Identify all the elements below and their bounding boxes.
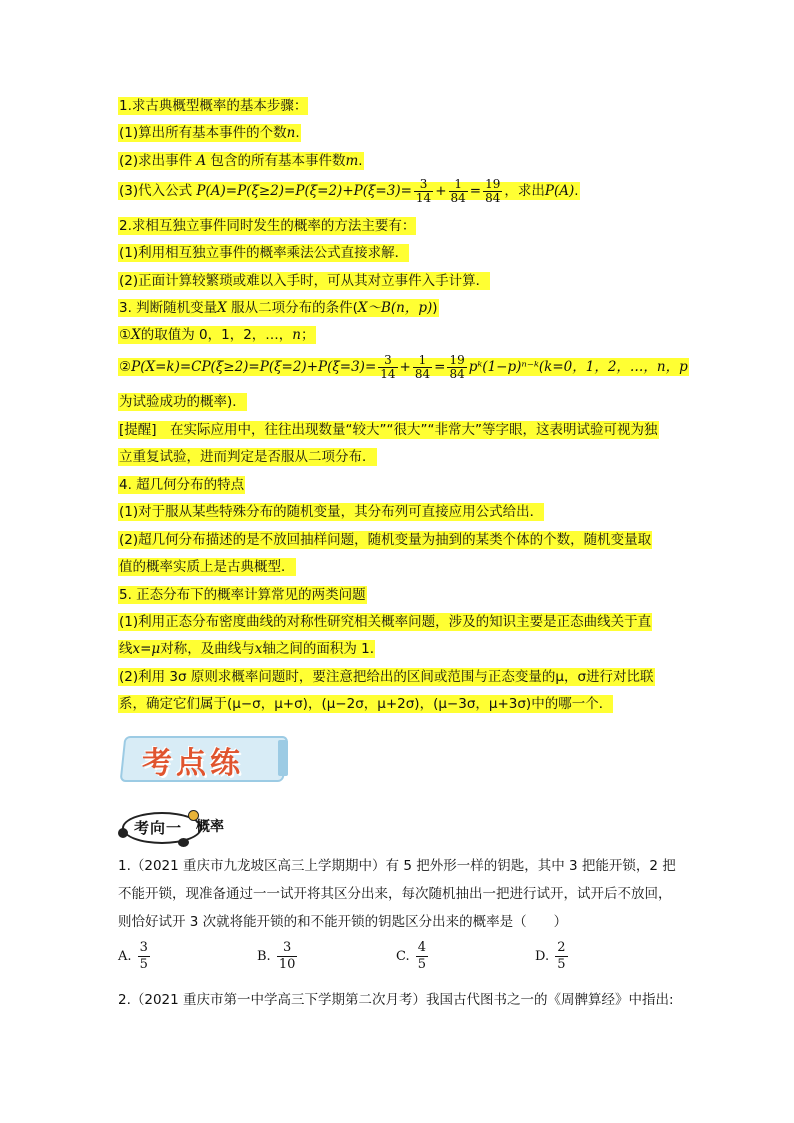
- option-a[interactable]: A. $\frac{3}{5}$: [118, 940, 148, 972]
- question-1-line: 则恰好试开 3 次就将能开锁的和不能开锁的钥匙区分出来的概率是（ ）: [118, 914, 568, 930]
- text-line: ①X的取值为 0，1，2，…，n；: [119, 327, 315, 343]
- badge-dot-icon: [178, 838, 189, 847]
- text-line: 值的概率实质上是古典概型．: [119, 559, 295, 575]
- text-line: 为试验成功的概率)．: [119, 394, 246, 410]
- question-1-line: 1.（2021 重庆市九龙坡区高三上学期期中）有 5 把外形一样的钥匙，其中 3 把能开锁，2 把: [118, 858, 676, 874]
- question-1-line: 不能开锁，现准备通过一一试开将其区分出来，每次随机抽出一把进行试开，试开后不放回，: [118, 886, 672, 902]
- text-line: 2.求相互独立事件同时发生的概率的方法主要有：: [119, 218, 416, 234]
- question-2-line: 2.（2021 重庆市第一中学高三下学期第二次月考）我国古代图书之一的《周髀算经》中指出:: [118, 992, 674, 1008]
- badge-dot-icon: [118, 828, 128, 838]
- option-b[interactable]: B. $\frac{3}{10}$: [257, 940, 296, 972]
- text-line: 3. 判断随机变量X 服从二项分布的条件(X～B(n，p)): [119, 300, 438, 316]
- formula-line: (3)代入公式 P(A)=P(ξ≥2)=P(ξ=2)+P(ξ=3)= $\frac{3}{14}$ + $\frac{1}{84}$ = $\frac{19}{84}$ ，求出P(A).: [119, 176, 579, 205]
- text-line: (1)利用正态分布密度曲线的对称性研究相关概率问题，涉及的知识主要是正态曲线关于直: [119, 614, 652, 630]
- text-line: (2)利用 3σ 原则求概率问题时，要注意把给出的区间或范围与正态变量的μ，σ进行对比联: [119, 669, 654, 685]
- text-line: (2)超几何分布描述的是不放回抽样问题，随机变量为抽到的某类个体的个数，随机变量取: [119, 532, 652, 548]
- text-line: 立重复试验，进而判定是否服从二项分布．: [119, 449, 376, 465]
- option-c[interactable]: C. $\frac{4}{5}$: [396, 940, 427, 972]
- text-line: 线x=μ对称，及曲线与x轴之间的面积为 1.: [119, 641, 374, 657]
- badge-text: 考向一: [134, 819, 183, 837]
- text-line: (2)求出事件 A 包含的所有基本事件数m.: [119, 153, 363, 169]
- text-line: 系，确定它们属于(μ−σ，μ+σ)，(μ−2σ，μ+2σ)，(μ−3σ，μ+3σ)中的哪一个．: [119, 696, 613, 712]
- section-banner: [122, 732, 290, 782]
- text-line: (1)对于服从某些特殊分布的随机变量，其分布列可直接应用公式给出．: [119, 504, 544, 520]
- text-line: (2)正面计算较繁琐或难以入手时，可从其对立事件入手计算．: [119, 273, 490, 289]
- text-line: 4. 超几何分布的特点: [119, 477, 245, 493]
- text-line: [118, 96, 308, 116]
- text-line: (1)算出所有基本事件的个数n.: [119, 125, 300, 141]
- formula-line: ②P(X=k)=CP(ξ≥2)=P(ξ=2)+P(ξ=3)= $\frac{3}{14}$ + $\frac{1}{84}$ = $\frac{19}{84}$ pᵏ(1−p)ⁿ⁻ᵏ(k=0，1，2，…，n，p: [119, 352, 688, 381]
- banner-fold-icon: [278, 740, 288, 776]
- banner-title: 考点练: [142, 746, 244, 781]
- text-line: [提醒] 在实际应用中，往往出现数量“较大”“很大”“非常大”等字眼，这表明试验可视为独: [119, 422, 658, 438]
- option-d[interactable]: D. $\frac{2}{5}$: [535, 940, 566, 972]
- cartoon-badge-icon: [118, 808, 208, 848]
- text-line: 5. 正态分布下的概率计算常见的两类问题: [119, 587, 366, 603]
- text-line: (1)利用相互独立事件的概率乘法公式直接求解．: [119, 245, 409, 261]
- topic-label: 概率: [196, 819, 224, 835]
- step-heading: 1.求古典概型概率的基本步骤：: [119, 98, 308, 114]
